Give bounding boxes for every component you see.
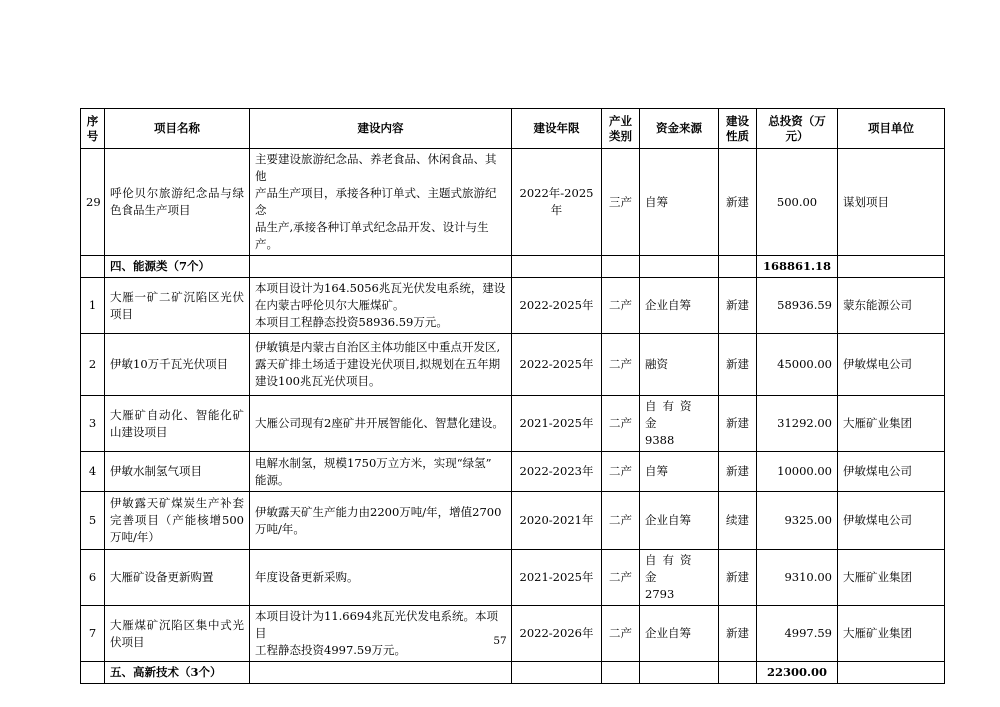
row-industry: 二产 xyxy=(602,334,640,396)
row-no: 2 xyxy=(81,334,105,396)
row-no: 5 xyxy=(81,492,105,550)
content-line: 工程静态投资4997.59万元。 xyxy=(255,643,407,657)
content-line: 大雁公司现有2座矿井开展智能化、智慧化建设。 xyxy=(255,416,504,430)
row-period: 2021-2025年 xyxy=(512,550,602,606)
table-row xyxy=(81,492,945,550)
row-nature: 续建 xyxy=(719,492,757,550)
row-name: 呼伦贝尔旅游纪念品与绿色食品生产项目 xyxy=(105,149,250,256)
row-nature: 新建 xyxy=(719,606,757,662)
row-unit: 大雁矿业集团 xyxy=(838,606,945,662)
row-industry: 二产 xyxy=(602,452,640,492)
header-investment: 总投资（万元） xyxy=(757,109,838,149)
row-nature: 新建 xyxy=(719,550,757,606)
section-row xyxy=(81,662,945,684)
funding-line: 9388 xyxy=(645,433,675,447)
table-row xyxy=(81,550,945,606)
project-table xyxy=(80,108,945,684)
row-content xyxy=(250,334,512,396)
row-funding: 融资 xyxy=(640,334,719,396)
row-name: 大雁一矿二矿沉陷区光伏项目 xyxy=(105,278,250,334)
row-nature: 新建 xyxy=(719,334,757,396)
row-content xyxy=(250,149,512,256)
section-row xyxy=(81,256,945,278)
header-industry: 产业类别 xyxy=(602,109,640,149)
row-unit: 谋划项目 xyxy=(838,149,945,256)
row-investment: 9310.00 xyxy=(757,550,838,606)
row-nature: 新建 xyxy=(719,149,757,256)
row-investment: 9325.00 xyxy=(757,492,838,550)
row-content xyxy=(250,452,512,492)
row-unit: 大雁矿业集团 xyxy=(838,396,945,452)
content-line: 本项目设计为11.6694兆瓦光伏发电系统。本项目 xyxy=(255,609,499,640)
header-content: 建设内容 xyxy=(250,109,512,149)
row-no: 6 xyxy=(81,550,105,606)
header-period: 建设年限 xyxy=(512,109,602,149)
row-investment: 4997.59 xyxy=(757,606,838,662)
row-funding xyxy=(640,396,719,452)
row-industry: 二产 xyxy=(602,396,640,452)
table-row xyxy=(81,396,945,452)
table-row xyxy=(81,334,945,396)
row-period: 2022-2025年 xyxy=(512,334,602,396)
header-name: 项目名称 xyxy=(105,109,250,149)
funding-line: 自有资金 xyxy=(645,553,698,584)
row-name: 大雁矿设备更新购置 xyxy=(105,550,250,606)
row-period: 2022-2026年 xyxy=(512,606,602,662)
row-nature: 新建 xyxy=(719,278,757,334)
row-period: 2022-2023年 xyxy=(512,452,602,492)
row-investment: 31292.00 xyxy=(757,396,838,452)
content-line: 伊敏镇是内蒙古自治区主体功能区中重点开发区, xyxy=(255,340,501,354)
row-content xyxy=(250,492,512,550)
row-industry: 二产 xyxy=(602,606,640,662)
row-unit: 伊敏煤电公司 xyxy=(838,452,945,492)
row-funding: 企业自筹 xyxy=(640,606,719,662)
funding-line: 自有资金 xyxy=(645,399,698,430)
row-unit: 大雁矿业集团 xyxy=(838,550,945,606)
row-no: 29 xyxy=(81,149,105,256)
row-period: 2021-2025年 xyxy=(512,396,602,452)
row-funding: 自筹 xyxy=(640,149,719,256)
table-row xyxy=(81,149,945,256)
row-content xyxy=(250,396,512,452)
row-funding: 企业自筹 xyxy=(640,492,719,550)
section-total: 168861.18 xyxy=(757,256,838,278)
row-investment: 45000.00 xyxy=(757,334,838,396)
content-line: 露天矿排土场适于建设光伏项目,拟规划在五年期 xyxy=(255,357,501,371)
table-row xyxy=(81,606,945,662)
header-no: 序号 xyxy=(81,109,105,149)
content-line: 本项目工程静态投资58936.59万元。 xyxy=(255,315,448,329)
row-name: 伊敏水制氢气项目 xyxy=(105,452,250,492)
row-name: 大雁矿自动化、智能化矿山建设项目 xyxy=(105,396,250,452)
content-line: 产品生产项目，承接各种订单式、主题式旅游纪念 xyxy=(255,186,497,217)
row-funding: 企业自筹 xyxy=(640,278,719,334)
content-line: 建设100兆瓦光伏项目。 xyxy=(255,374,381,388)
row-funding: 自筹 xyxy=(640,452,719,492)
row-unit: 蒙东能源公司 xyxy=(838,278,945,334)
content-line: 主要建设旅游纪念品、养老食品、休闲食品、其他 xyxy=(255,152,497,183)
row-unit: 伊敏煤电公司 xyxy=(838,492,945,550)
row-industry: 二产 xyxy=(602,550,640,606)
row-investment: 500.00 xyxy=(757,149,838,256)
row-funding xyxy=(640,550,719,606)
row-investment: 58936.59 xyxy=(757,278,838,334)
header-nature: 建设性质 xyxy=(719,109,757,149)
row-no: 3 xyxy=(81,396,105,452)
row-no: 4 xyxy=(81,452,105,492)
content-line: 万吨/年。 xyxy=(255,521,305,536)
page-number: 57 xyxy=(493,635,507,647)
row-name: 大雁煤矿沉陷区集中式光伏项目 xyxy=(105,606,250,662)
row-industry: 三产 xyxy=(602,149,640,256)
row-content xyxy=(250,606,512,662)
row-nature: 新建 xyxy=(719,452,757,492)
content-line: 电解水制氢，规模1750万立方米，实现“绿氢” xyxy=(255,455,492,470)
row-unit: 伊敏煤电公司 xyxy=(838,334,945,396)
row-content xyxy=(250,550,512,606)
header-funding: 资金来源 xyxy=(640,109,719,149)
section-title: 五、高新技术（3个） xyxy=(105,662,250,684)
row-investment: 10000.00 xyxy=(757,452,838,492)
table-row xyxy=(81,278,945,334)
row-no: 1 xyxy=(81,278,105,334)
row-period: 2020-2021年 xyxy=(512,492,602,550)
content-line: 品生产,承接各种订单式纪念品开发、设计与生产。 xyxy=(255,220,489,251)
table-row xyxy=(81,452,945,492)
content-line: 年度设备更新采购。 xyxy=(255,570,359,584)
content-line: 伊敏露天矿生产能力由2200万吨/年，增值2700 xyxy=(255,504,502,519)
row-content xyxy=(250,278,512,334)
row-industry: 二产 xyxy=(602,492,640,550)
content-line: 在内蒙古呼伦贝尔大雁煤矿。 xyxy=(255,298,405,312)
funding-line: 2793 xyxy=(645,587,675,601)
row-period: 2022-2025年 xyxy=(512,278,602,334)
row-industry: 二产 xyxy=(602,278,640,334)
section-total: 22300.00 xyxy=(757,662,838,684)
section-title: 四、能源类（7个） xyxy=(105,256,250,278)
row-nature: 新建 xyxy=(719,396,757,452)
row-name: 伊敏露天矿煤炭生产补套完善项目（产能核增500万吨/年） xyxy=(105,492,250,550)
header-unit: 项目单位 xyxy=(838,109,945,149)
row-period: 2022年-2025年 xyxy=(512,149,602,256)
content-line: 能源。 xyxy=(255,472,290,487)
row-no: 7 xyxy=(81,606,105,662)
row-name: 伊敏10万千瓦光伏项目 xyxy=(105,334,250,396)
header-row xyxy=(81,109,945,149)
content-line: 本项目设计为164.5056兆瓦光伏发电系统，建设 xyxy=(255,281,506,295)
